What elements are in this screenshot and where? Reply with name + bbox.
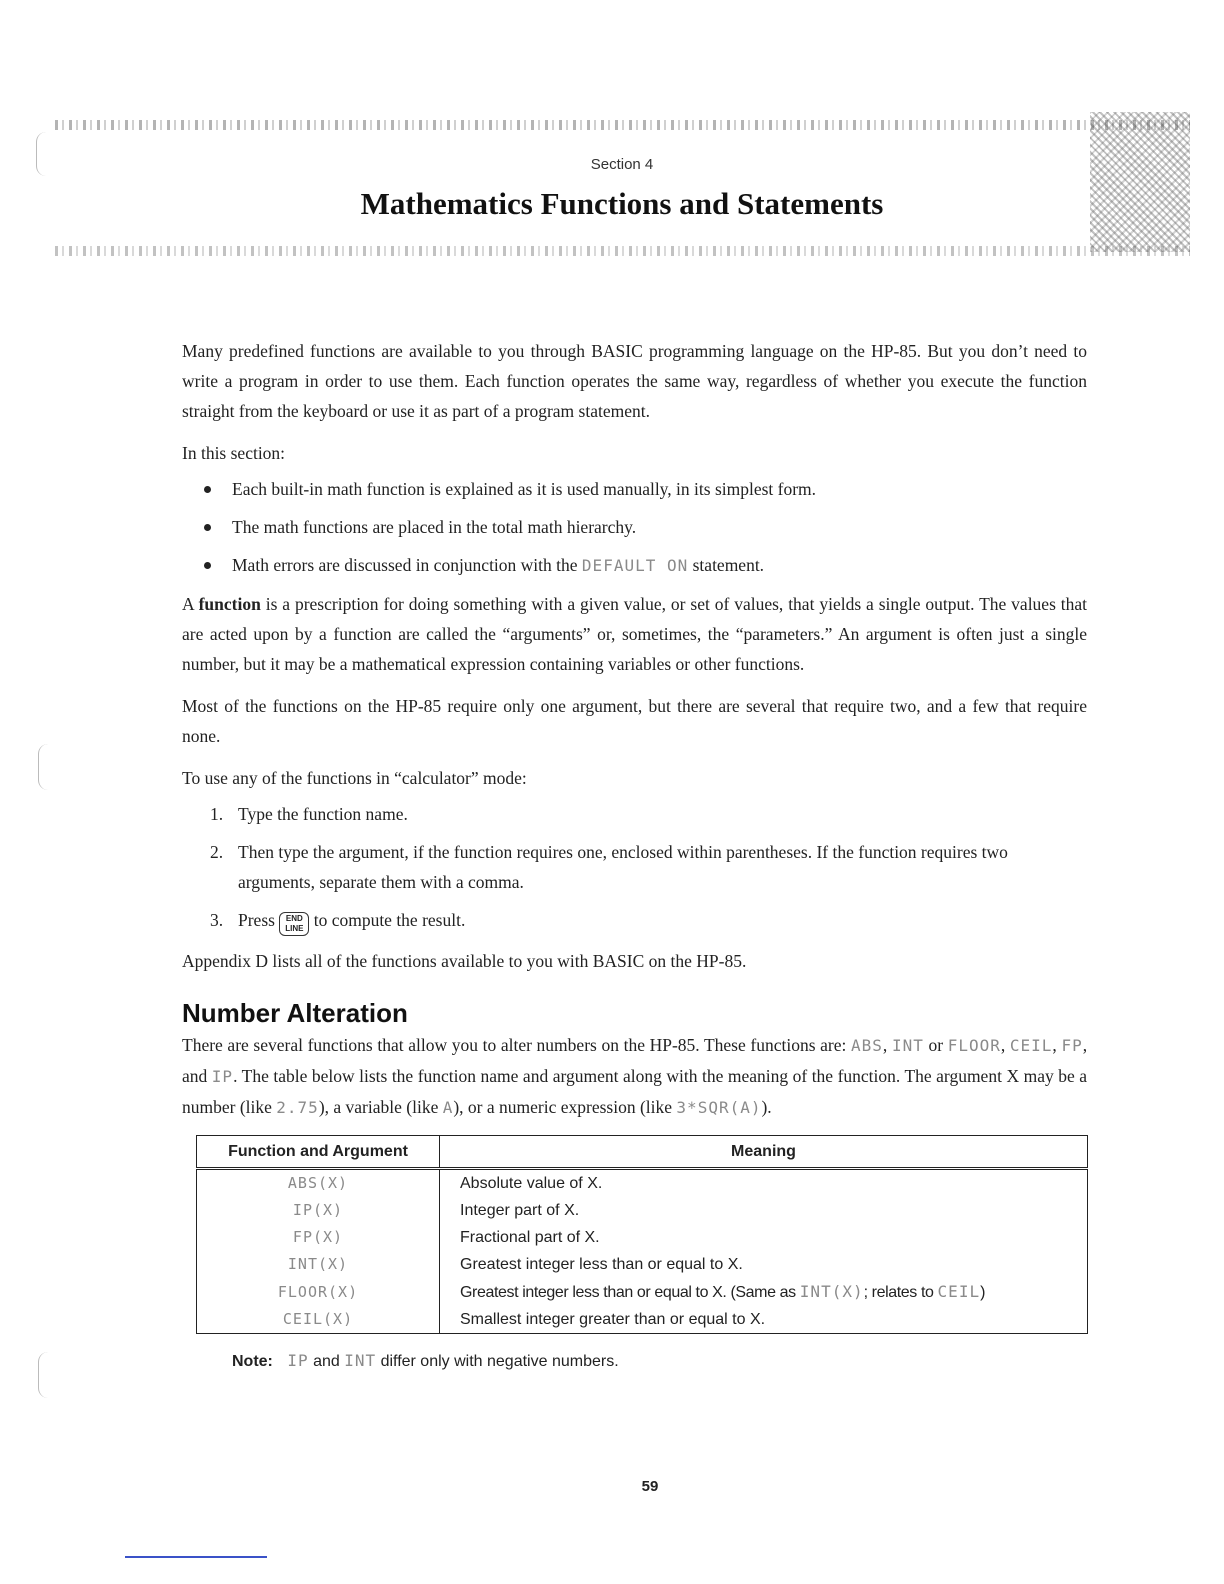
- code-int: INT: [891, 1036, 924, 1055]
- table-header-row: [197, 1136, 1088, 1169]
- function-table: [196, 1135, 1088, 1334]
- section-label: Section 4: [590, 156, 654, 173]
- note-label: Note:: [232, 1353, 273, 1370]
- calculator-steps: [182, 799, 1087, 936]
- note-text: and: [313, 1353, 340, 1370]
- section-overview-label: In this section:: [182, 443, 286, 463]
- step-text: Press: [238, 910, 275, 930]
- step-number: 1.: [210, 804, 224, 824]
- header-corner-texture: [1090, 112, 1190, 252]
- code-ceil: CEIL: [1009, 1036, 1053, 1055]
- code-fp: FP: [1061, 1036, 1083, 1055]
- step-text: Type the function name.: [238, 804, 408, 824]
- list-item: [182, 837, 1087, 897]
- paragraph-text: . The table below lists the function name and argument along with the meaning of the function. The argument X may be a number (like: [182, 1066, 1087, 1117]
- function-definition: [182, 589, 1087, 679]
- list-item-text: Math errors are discussed in conjunction with the: [232, 555, 578, 575]
- function-cell: [197, 1278, 440, 1306]
- meaning-text: Greatest integer less than or equal to X. (Same as: [460, 1284, 796, 1301]
- paragraph-text: ,: [882, 1035, 888, 1055]
- page-title: Mathematics Functions and Statements: [360, 186, 884, 221]
- table-row: [197, 1197, 1088, 1224]
- number-alteration-paragraph: [182, 1030, 1087, 1123]
- note: [232, 1346, 1087, 1377]
- number-alteration-heading: Number Alteration: [182, 998, 408, 1028]
- code-int: INT: [344, 1351, 377, 1370]
- function-code: INT(X): [287, 1255, 349, 1273]
- intro-paragraph: Many predefined functions are available to you through BASIC programming language on the HP-85. But you don’t need to write a program in order to use them. Each function operates the same way, regardless of whether you execute the function straight from the keyboard or use it as part of a program statement.: [182, 341, 1087, 421]
- arguments-paragraph: Most of the functions on the HP-85 require only one argument, but there are several that require two, and a few that require none.: [182, 696, 1087, 746]
- function-code: FLOOR(X): [277, 1282, 359, 1301]
- meaning-cell: Smallest integer greater than or equal to X.: [440, 1306, 1088, 1334]
- paragraph-text: ).: [761, 1097, 772, 1117]
- meaning-cell: Absolute value of X.: [440, 1169, 1088, 1198]
- code-abs: ABS: [851, 1036, 883, 1055]
- code-int-x: INT(X): [799, 1282, 864, 1301]
- list-item: Each built-in math function is explained as it is used manually, in its simplest form.: [182, 474, 1087, 504]
- table-row: [197, 1306, 1088, 1334]
- code-ceil: CEIL: [937, 1282, 981, 1301]
- meaning-text: ; relates to: [863, 1284, 934, 1301]
- header-rule-bottom: [55, 246, 1190, 256]
- paragraph-text: ,: [1052, 1035, 1057, 1055]
- code-expression-example: 3*SQR(A): [676, 1098, 762, 1117]
- section-overview-list: [182, 474, 1087, 581]
- table-row: [197, 1169, 1088, 1198]
- paragraph-text: ), a variable (like: [318, 1097, 439, 1117]
- list-item: [182, 550, 1087, 581]
- meaning-cell: Integer part of X.: [440, 1197, 1088, 1224]
- footer-rule: [125, 1556, 267, 1558]
- function-cell: [197, 1169, 440, 1198]
- meaning-text: ): [980, 1284, 986, 1301]
- function-cell: [197, 1251, 440, 1278]
- page-body: [182, 336, 1087, 1377]
- step-number: 2.: [210, 842, 224, 862]
- code-floor: FLOOR: [947, 1036, 1001, 1055]
- appendix-note: Appendix D lists all of the functions available to you with BASIC on the HP-85.: [182, 951, 747, 971]
- code-variable-example: A: [442, 1098, 454, 1117]
- table-row: [197, 1224, 1088, 1251]
- note-text: differ only with negative numbers.: [380, 1353, 619, 1370]
- paragraph-text: , and: [182, 1035, 1088, 1086]
- function-cell: [197, 1224, 440, 1251]
- code-ip: IP: [287, 1351, 309, 1370]
- column-header-function: Function and Argument: [197, 1136, 440, 1169]
- step-number: 3.: [210, 910, 224, 930]
- function-code: CEIL(X): [282, 1310, 354, 1328]
- header-rule-top: [55, 120, 1190, 130]
- step-text: Then type the argument, if the function requires one, enclosed within parentheses. If the function requires two arguments, separate them with a comma.: [238, 842, 1008, 892]
- code-number-example: 2.75: [276, 1098, 319, 1117]
- table-row: [197, 1251, 1088, 1278]
- table-row: [197, 1278, 1088, 1306]
- function-cell: [197, 1306, 440, 1334]
- end-line-key-icon: [279, 912, 309, 936]
- step-text: to compute the result.: [313, 910, 466, 930]
- list-item: The math functions are placed in the total math hierarchy.: [182, 512, 1087, 542]
- meaning-cell: [440, 1278, 1088, 1306]
- code-ip: IP: [211, 1067, 234, 1086]
- calculator-intro: To use any of the functions in “calculator” mode:: [182, 768, 527, 788]
- key-label-top: END: [285, 914, 303, 923]
- paragraph-text: ), or a numeric expression (like: [453, 1097, 673, 1117]
- code-default-on: DEFAULT ON: [581, 556, 689, 575]
- paragraph-text: ,: [1000, 1035, 1006, 1055]
- definition-text: is a prescription for doing something with a given value, or set of values, that yields a single output. The values that are acted upon by a function are called the “arguments” or, sometimes, the “parameters.” An argument is often just a single number, but it may be a mathematical expression containing variables or other functions.: [182, 594, 1088, 674]
- function-cell: [197, 1197, 440, 1224]
- list-item: [182, 905, 1087, 936]
- column-header-meaning: Meaning: [440, 1136, 1088, 1169]
- definition-term: function: [198, 594, 261, 614]
- paragraph-text: or: [928, 1035, 944, 1055]
- function-code: ABS(X): [287, 1174, 349, 1192]
- list-item: [182, 799, 1087, 829]
- key-label-bottom: LINE: [285, 924, 304, 933]
- page-number: 59: [641, 1478, 659, 1495]
- binding-mark: [38, 1352, 53, 1398]
- function-code: FP(X): [292, 1228, 344, 1246]
- meaning-cell: Greatest integer less than or equal to X.: [440, 1251, 1088, 1278]
- paragraph-text: There are several functions that allow you to alter numbers on the HP-85. These functions are:: [182, 1035, 847, 1055]
- function-code: IP(X): [292, 1201, 344, 1219]
- meaning-cell: Fractional part of X.: [440, 1224, 1088, 1251]
- definition-lead: A: [182, 594, 194, 614]
- list-item-text: statement.: [692, 555, 765, 575]
- binding-mark: [38, 744, 53, 790]
